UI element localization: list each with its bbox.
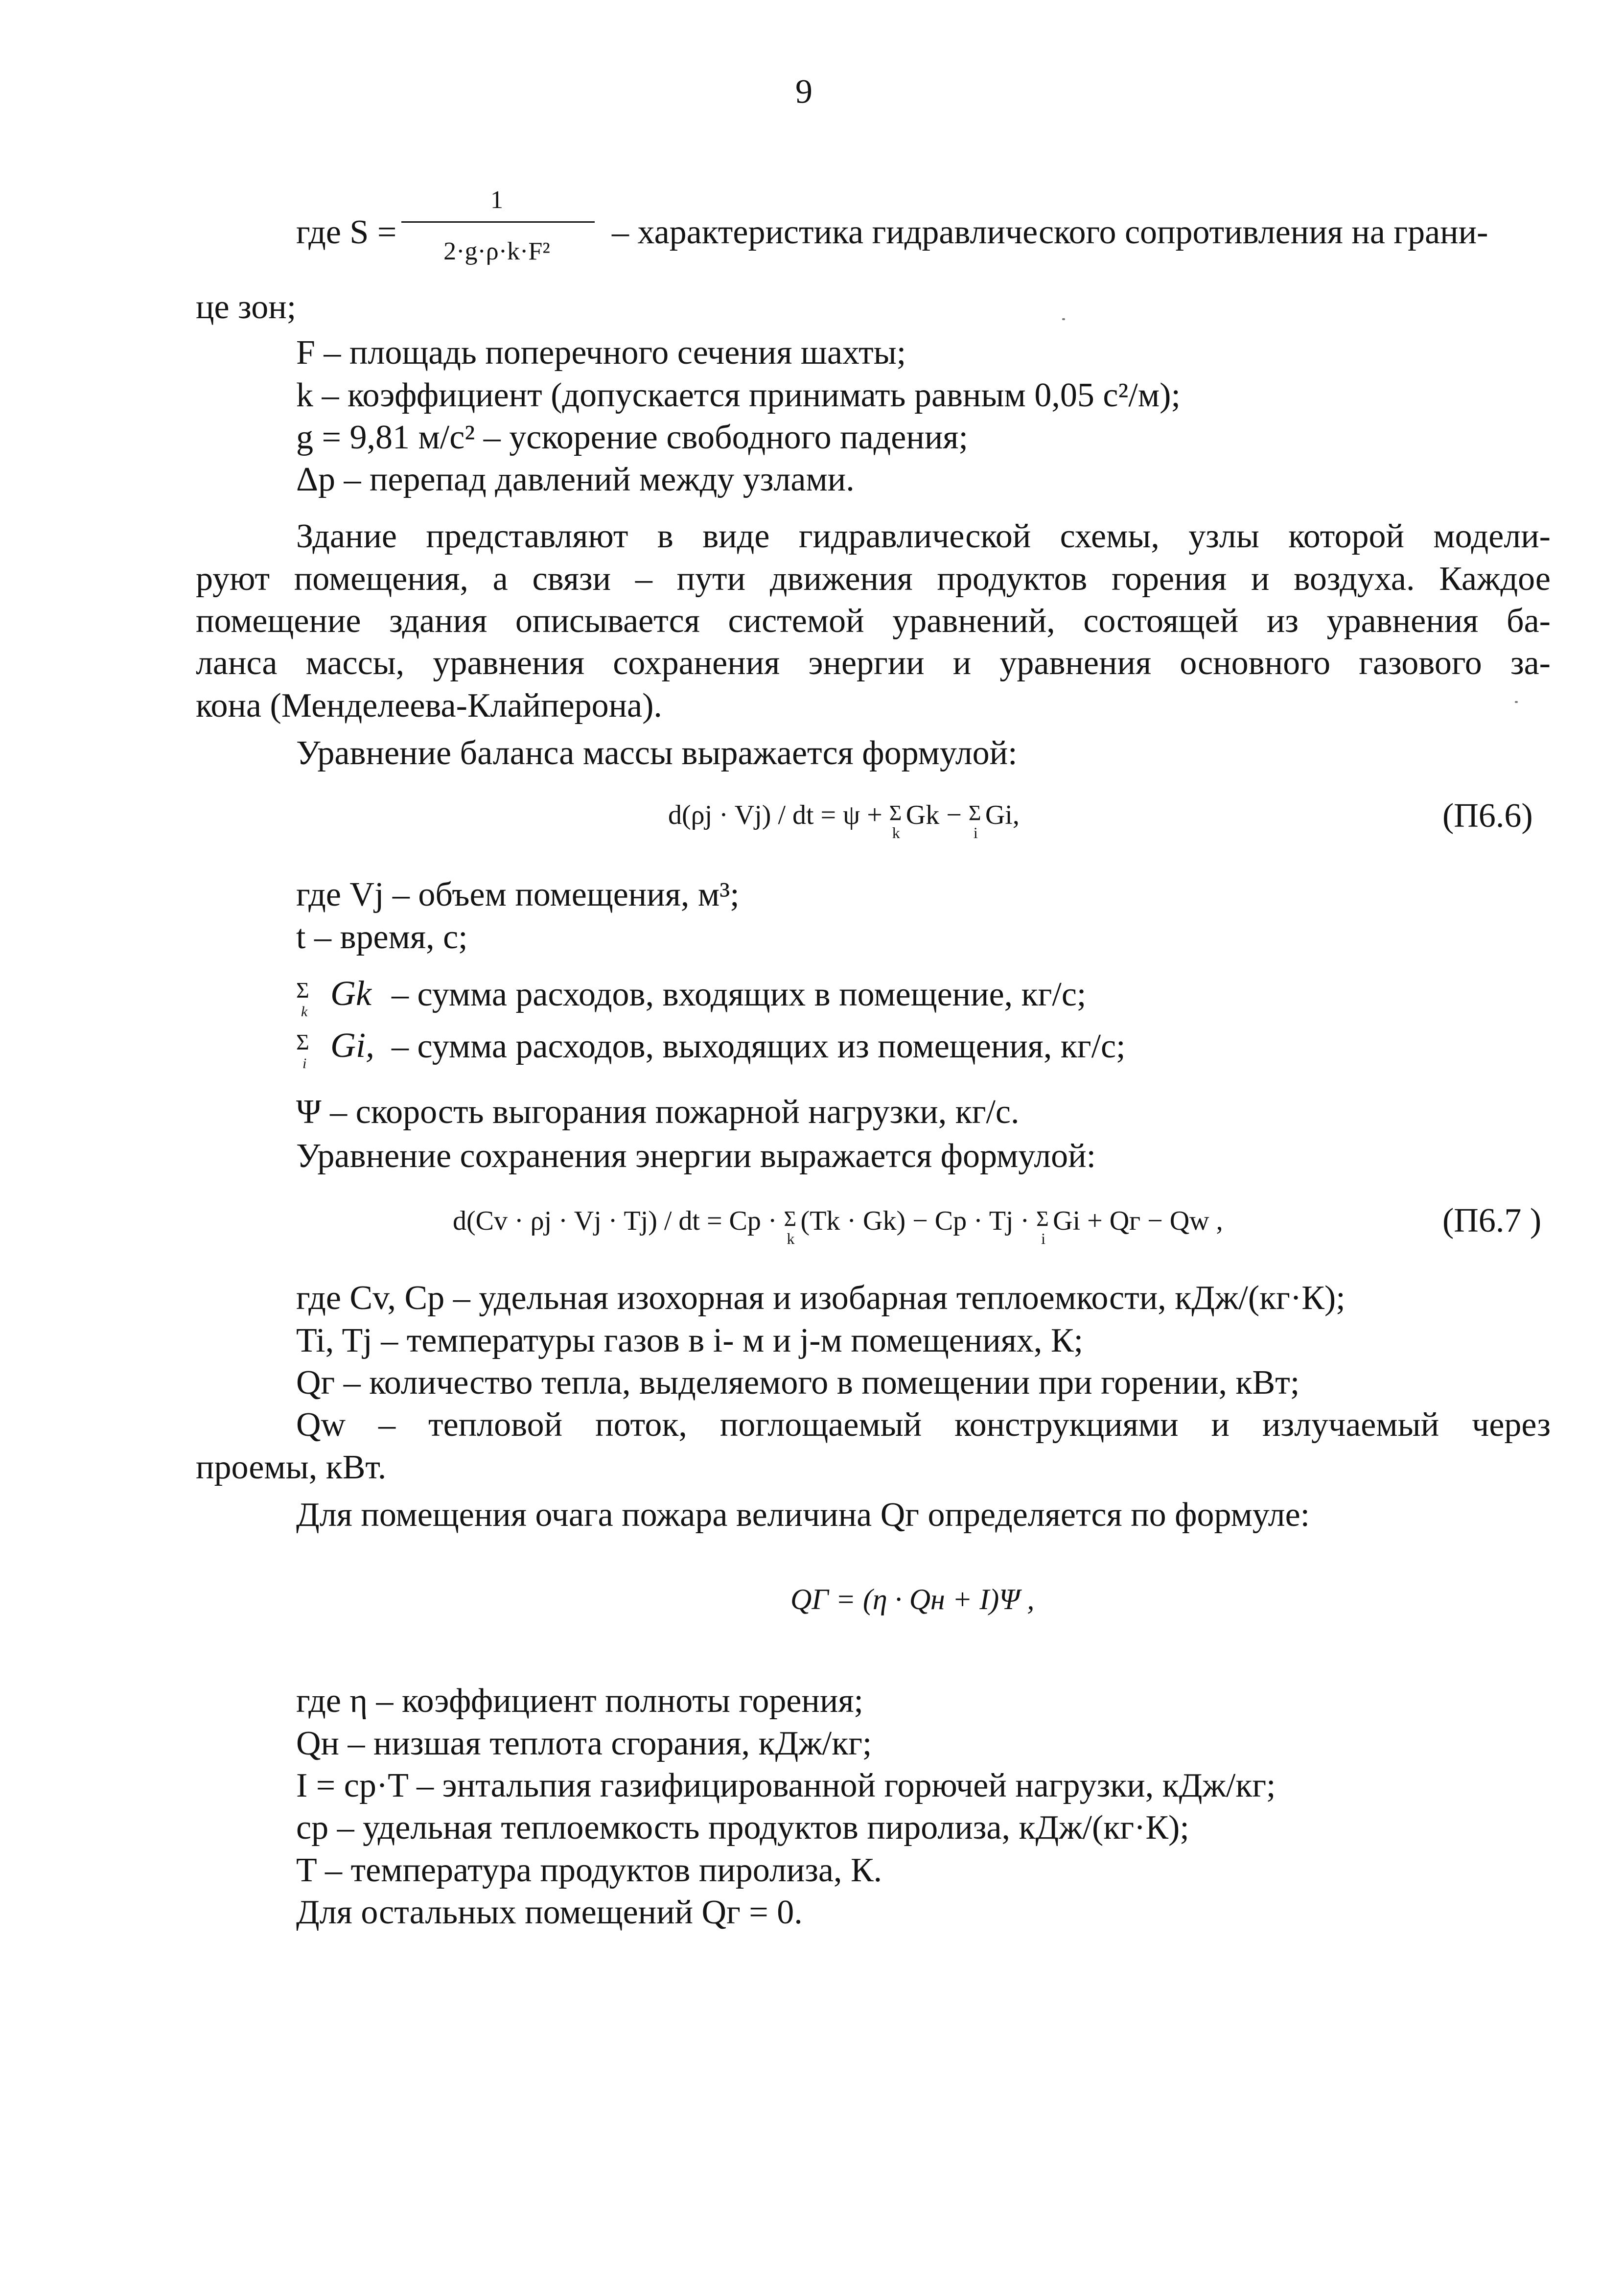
- sum-symbol: Σ: [889, 801, 902, 825]
- sum-index-k: k: [301, 1004, 308, 1020]
- formula-p66-gi: Gi,: [985, 800, 1020, 830]
- sum-index-i: i: [1041, 1230, 1046, 1247]
- definition-cv-cp: где Cv, Cp – удельная изохорная и изобарная теплоемкости, кДж/(кг·К);: [296, 1279, 1346, 1317]
- energy-intro: Уравнение сохранения энергии выражается формулой:: [296, 1137, 1096, 1175]
- sum-symbol: Σ: [296, 1029, 309, 1054]
- definition-t: t – время, с;: [296, 918, 468, 956]
- definition-vj: где Vj – объем помещения, м³;: [296, 876, 740, 913]
- formula-p67-cp: Cp ·: [729, 1206, 784, 1236]
- s-fraction-numerator: 1: [490, 186, 503, 214]
- scan-speck: [1062, 318, 1065, 320]
- scan-speck: [1515, 701, 1518, 703]
- sum-index-k: k: [892, 824, 900, 842]
- sum-symbol: Σ: [968, 801, 981, 825]
- sum-index-k: k: [787, 1230, 795, 1247]
- definition-qw: Qw – тепловой поток, поглощаемый конструкциями и излучаемый через: [296, 1406, 1551, 1444]
- other-rooms-statement: Для остальных помещений Qг = 0.: [296, 1894, 803, 1931]
- definition-gi: – сумма расходов, выходящих из помещения, кг/с;: [392, 1028, 1126, 1065]
- fraction-bar: [401, 221, 595, 223]
- definition-qg: Qг – количество тепла, выделяемого в помещении при горении, кВт;: [296, 1364, 1300, 1402]
- formula-p66: [668, 800, 1020, 842]
- definition-ti-tj: Ti, Tj – температуры газов в i- м и j-м помещениях, К;: [296, 1322, 1084, 1359]
- formula-label-p67: (П6.7 ): [1442, 1202, 1542, 1240]
- definition-qn: Qн – низшая теплота сгорания, кДж/кг;: [296, 1725, 872, 1762]
- s-fraction-denominator: 2·g·ρ·k·F²: [443, 237, 550, 265]
- s-definition-prefix: где S =: [296, 213, 397, 251]
- definition-cp: cp – удельная теплоемкость продуктов пиролиза, кДж/(кг·К);: [296, 1809, 1189, 1847]
- paragraph-line: кона (Менделеева-Клайперона).: [196, 687, 662, 725]
- formula-p66-gk: Gk: [905, 800, 940, 830]
- formula-p67-lhs: d(Cv · ρj · Vj · Tj) / dt =: [453, 1206, 729, 1236]
- formula-p67: [453, 1206, 1223, 1247]
- definition-i: I = cp·T – энтальпия газифицированной горючей нагрузки, кДж/кг;: [296, 1767, 1276, 1804]
- qg-intro: Для помещения очага пожара величина Qг определяется по формуле:: [296, 1496, 1310, 1534]
- formula-label-p66: (П6.6): [1442, 797, 1533, 835]
- definition-f: F – площадь поперечного сечения шахты;: [296, 334, 906, 372]
- page-number: 9: [795, 73, 812, 111]
- definition-psi: Ψ – скорость выгорания пожарной нагрузки, кг/с.: [296, 1093, 1020, 1131]
- definition-eta: где η – коэффициент полноты горения;: [296, 1682, 863, 1720]
- formula-p67-middle: (Tk · Gk) − Cp · Tj ·: [800, 1206, 1037, 1236]
- definition-delta-p: Δp – перепад давлений между узлами.: [296, 461, 855, 498]
- formula-p67-end: Gi + Qг − Qw ,: [1053, 1206, 1223, 1236]
- sum-symbol: Σ: [296, 978, 309, 1003]
- definition-g: g = 9,81 м/с² – ускорение свободного падения;: [296, 419, 968, 456]
- paragraph-line: ланса массы, уравнения сохранения энергии и уравнения основного газового за-: [196, 644, 1551, 682]
- sum-symbol: Σ: [1036, 1207, 1049, 1231]
- sum-index-i: i: [973, 824, 978, 842]
- formula-qg: QГ = (η · Qн + I)Ψ ,: [790, 1583, 1035, 1615]
- s-definition-continuation: це зон;: [196, 288, 297, 326]
- s-definition-text: – характеристика гидравлического сопротивления на грани-: [612, 213, 1488, 251]
- definition-t-pyrolysis: T – температура продуктов пиролиза, К.: [296, 1851, 882, 1889]
- mass-balance-intro: Уравнение баланса массы выражается формулой:: [296, 734, 1018, 772]
- paragraph-line: Здание представляют в виде гидравлической схемы, узлы которой модели-: [296, 517, 1551, 555]
- paragraph-line: помещение здания описывается системой уравнений, состоящей из уравнения ба-: [196, 602, 1551, 640]
- paragraph-line: руют помещения, а связи – пути движения продуктов горения и воздуха. Каждое: [196, 560, 1551, 598]
- definition-k: k – коэффициент (допускается принимать равным 0,05 с²/м);: [296, 376, 1181, 414]
- definition-qw-continuation: проемы, кВт.: [196, 1449, 387, 1486]
- sum-symbol: Σ: [784, 1207, 797, 1231]
- gk-symbol: Gk: [330, 974, 371, 1013]
- formula-p66-lhs: d(ρj · Vj) / dt = ψ +: [668, 800, 889, 830]
- sum-index-i: i: [302, 1055, 307, 1072]
- formula-p66-minus: −: [939, 800, 969, 830]
- definition-gk: – сумма расходов, входящих в помещение, кг/с;: [392, 976, 1087, 1013]
- gi-symbol: Gi,: [330, 1026, 374, 1065]
